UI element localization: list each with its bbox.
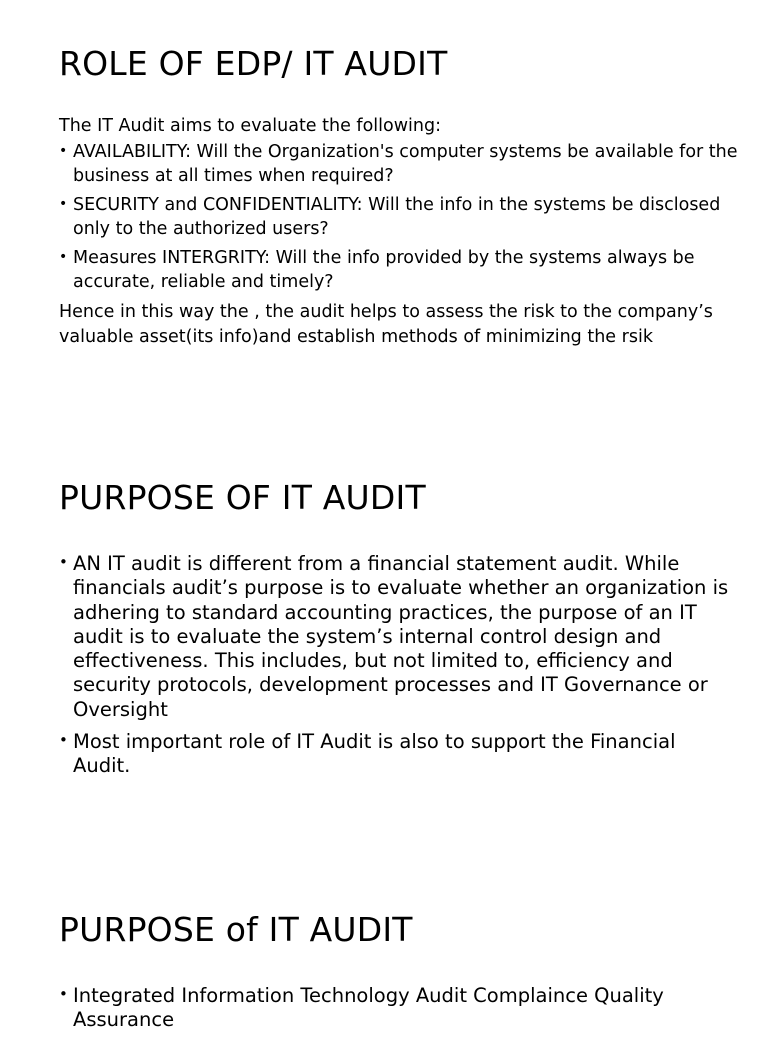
slide-purpose-of-it-audit-2 (59, 910, 739, 1041)
closing-text: Hence in this way the , the audit helps to assess the risk to the company’s valuable asset(its info)and establish methods of minimizing the rsik (59, 302, 713, 347)
intro-text: The IT Audit aims to evaluate the following: (59, 116, 441, 136)
bullet-item-integrated-audit: • Integrated Information Technology Audit Complaince Quality Assurance (59, 984, 739, 1033)
bullet-item-support-financial-audit: • Most important role of IT Audit is also to support the Financial Audit. (59, 730, 739, 779)
slide-title: PURPOSE OF IT AUDIT (59, 478, 426, 517)
bullet-item-it-vs-financial-audit: • AN IT audit is different from a financial statement audit. While financials audit’s purpose is to evaluate whether an organization is adhering to standard accounting practices, the purpose of an IT audit is to evaluate the system’s internal control design and effectiveness. This includes, but not limited to, efficiency and security protocols, development processes and IT Governance or Oversight (59, 552, 739, 722)
bullet-list (59, 552, 739, 779)
bullet-item-availability: • AVAILABILITY: Will the Organization's computer systems be available for the business at all times when required? (59, 141, 739, 188)
slide-title: PURPOSE of IT AUDIT (59, 910, 413, 949)
slide-role-of-edp-it-audit (59, 44, 739, 350)
bullet-item-security: • SECURITY and CONFIDENTIALITY: Will the info in the systems be disclosed only to the authorized users? (59, 194, 739, 241)
bullet-item-integrity: • Measures INTERGRITY: Will the info provided by the systems always be accurate, reliable and timely? (59, 247, 739, 294)
slide-purpose-of-it-audit (59, 478, 739, 787)
slide-title: ROLE OF EDP/ IT AUDIT (59, 44, 448, 83)
bullet-list (59, 984, 739, 1033)
bullet-list (59, 141, 739, 294)
